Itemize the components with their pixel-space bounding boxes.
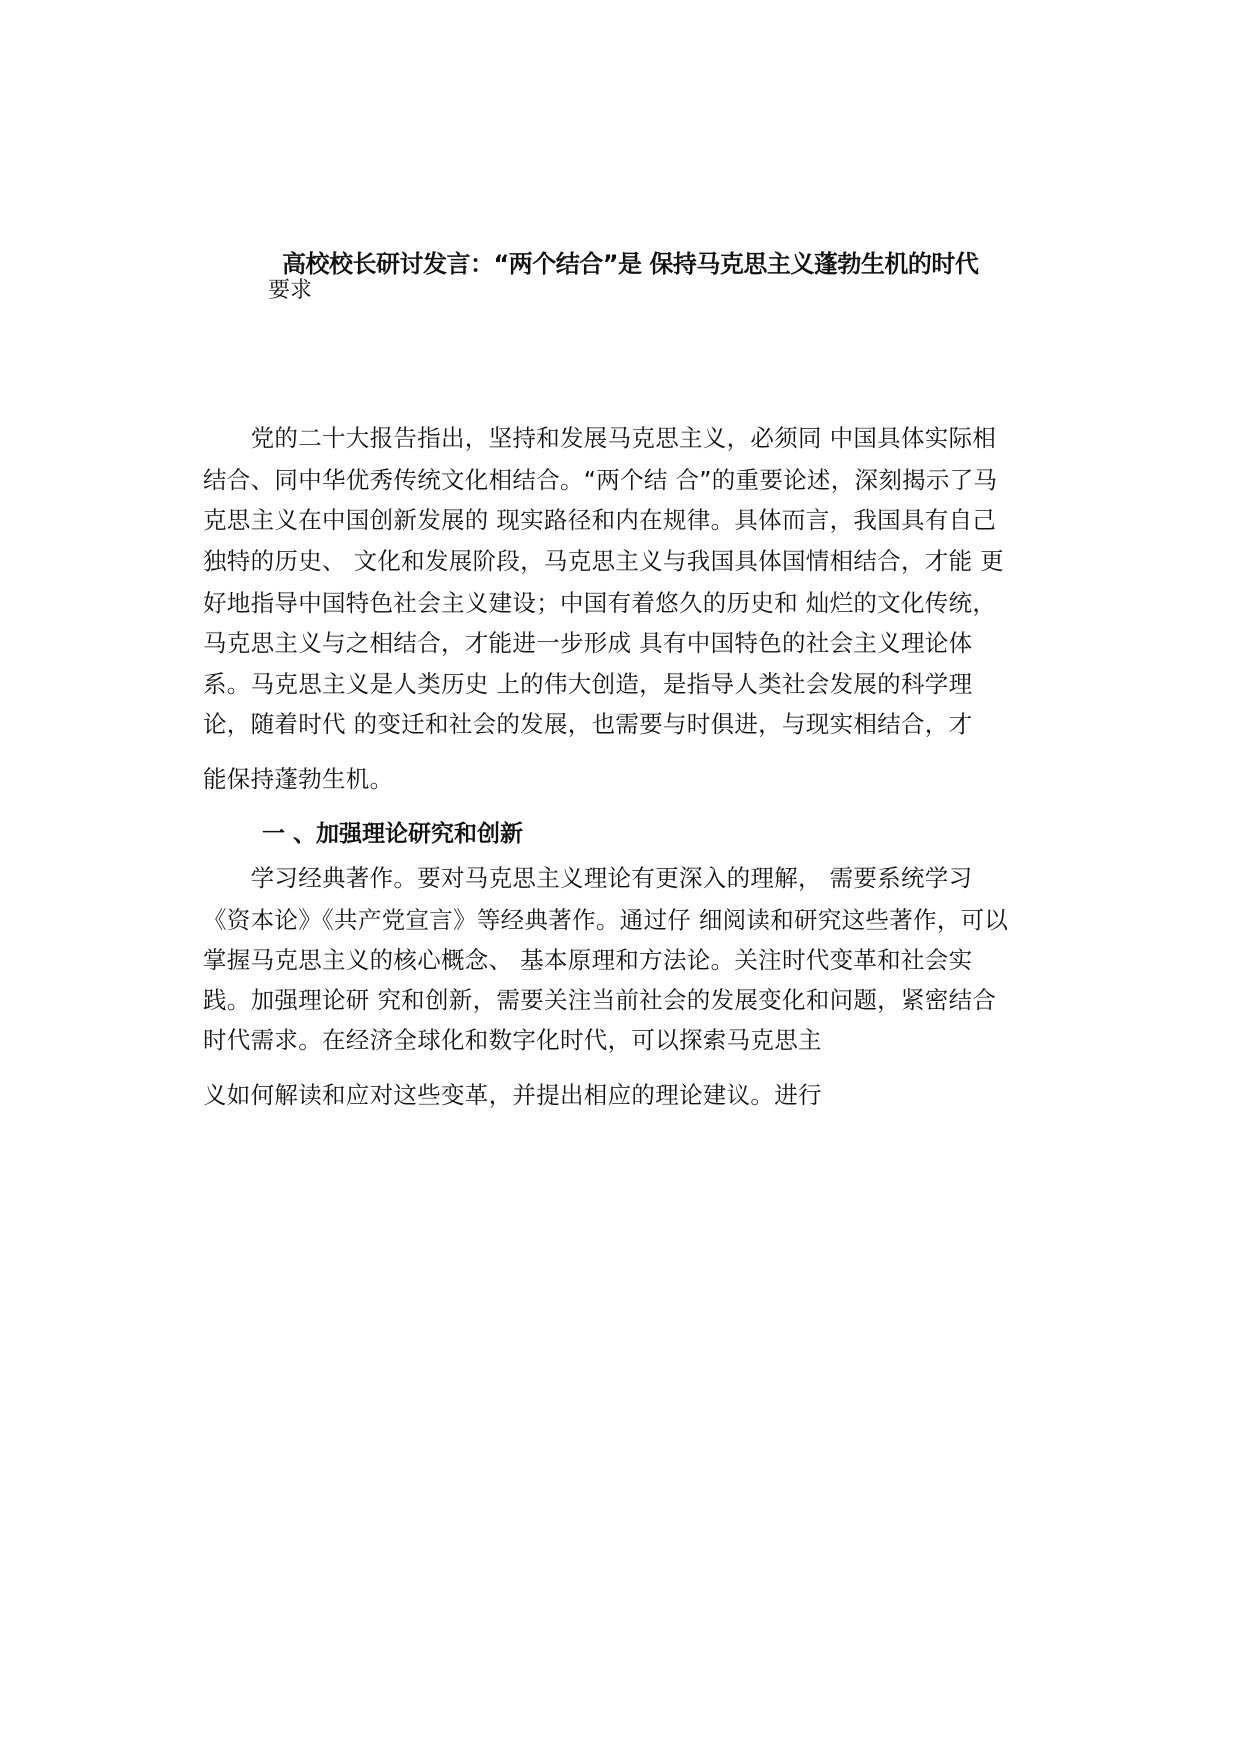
document-title-continuation: 要求 — [268, 278, 313, 303]
paragraph-line: 《资本论》《共产党宣言》等经典著作。通过仔 细阅读和研究这些著作，可以 — [203, 906, 1009, 934]
paragraph-line: 掌握马克思主义的核心概念、 基本原理和方法论。关注时代变革和社会实 — [203, 946, 973, 974]
paragraph-line: 党的二十大报告指出，坚持和发展马克思主义，必须同 中国具体实际相 — [203, 424, 997, 452]
paragraph-line: 义如何解读和应对这些变革，并提出相应的理论建议。进行 — [203, 1081, 822, 1109]
paragraph-line: 论，随着时代 的变迁和社会的发展，也需要与时俱进，与现实相结合，才 — [203, 710, 973, 738]
paragraph-line: 能保持蓬勃生机。 — [203, 765, 394, 793]
paragraph-line: 系。马克思主义是人类历史 上的伟大创造，是指导人类社会发展的科学理 — [203, 670, 973, 698]
paragraph-line: 克思主义在中国创新发展的 现实路径和内在规律。具体而言，我国具有自己 — [203, 506, 997, 534]
paragraph-line: 学习经典著作。要对马克思主义理论有更深入的理解， 需要系统学习 — [203, 864, 973, 892]
paragraph-line: 践。加强理论研 究和创新，需要关注当前社会的发展变化和问题，紧密结合 — [203, 986, 997, 1014]
document-title: 高校校长研讨发言：“两个结合”是 保持马克思主义蓬勃生机的时代 — [282, 250, 979, 278]
section-heading: 一 、加强理论研究和创新 — [262, 821, 524, 847]
paragraph-line: 独特的历史、 文化和发展阶段，马克思主义与我国具体国情相结合，才能 更 — [203, 547, 1004, 575]
paragraph-line: 马克思主义与之相结合，才能进一步形成 具有中国特色的社会主义理论体 — [203, 629, 973, 657]
paragraph-line: 结合、同中华优秀传统文化相结合。“两个结 合”的重要论述，深刻揭示了马 — [203, 466, 998, 494]
paragraph-line: 时代需求。在经济全球化和数字化时代，可以探索马克思主 — [203, 1026, 822, 1054]
paragraph-line: 好地指导中国特色社会主义建设；中国有着悠久的历史和 灿烂的文化传统， — [203, 589, 997, 617]
